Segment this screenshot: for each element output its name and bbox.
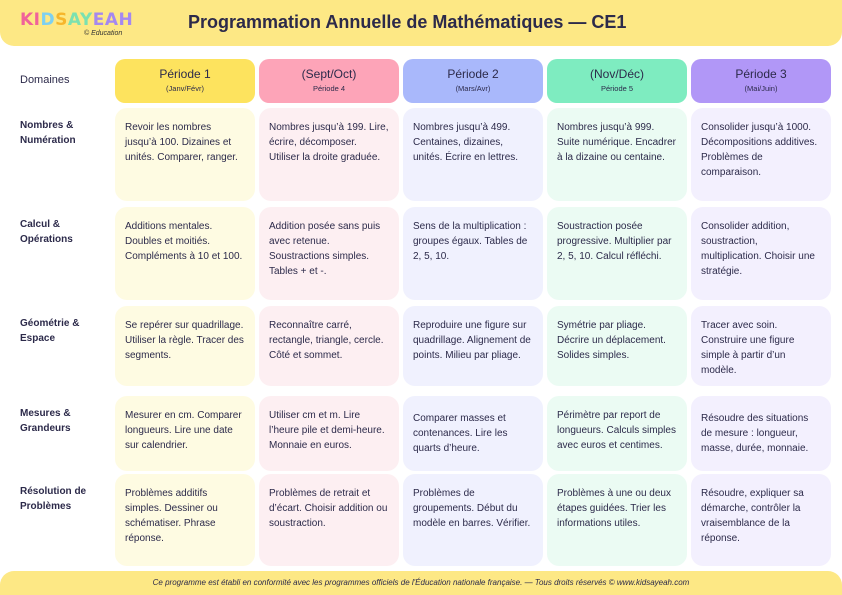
period-name: Période 1 — [159, 67, 211, 81]
cell-text: Problèmes à une ou deux étapes guidées. Trier les informations utiles. — [557, 488, 671, 529]
cell-text: Reproduire une figure sur quadrillage. Alignement de points. Milieu par pliage. — [413, 320, 531, 361]
cell-text: Addition posée sans puis avec retenue. Soustractions simples. Tables + et -. — [269, 221, 381, 277]
period-name: (Nov/Déc) — [589, 67, 644, 81]
table-cell — [259, 207, 399, 300]
table-cell — [403, 108, 543, 201]
period-months: (Mars/Avr) — [455, 84, 491, 93]
table-cell — [259, 306, 399, 386]
cell-text: Soustraction posée progressive. Multiplier par 2, 5, 10. Calcul réfléchi. — [557, 221, 672, 262]
cell-text: Problèmes additifs simples. Dessiner ou schématiser. Phrase réponse. — [125, 488, 218, 544]
brand-logo[interactable] — [20, 10, 140, 42]
period-months: (Janv/Févr) — [166, 84, 204, 93]
table-cell — [691, 207, 831, 300]
cell-text: Additions mentales. Doubles et moitiés. Compléments à 10 et 100. — [125, 221, 243, 262]
period-months: (Mai/Juin) — [744, 84, 778, 93]
table-cell — [403, 474, 543, 566]
cell-text: Problèmes de retrait et d’écart. Choisir addition ou soustraction. — [269, 488, 388, 529]
cell-text: Nombres jusqu’à 199. Lire, écrire, décomposer. Utiliser la droite graduée. — [269, 122, 389, 163]
period-header-1 — [115, 59, 255, 103]
cell-text: Se repérer sur quadrillage. Utiliser la règle. Tracer des segments. — [125, 320, 244, 361]
cell-text: Tracer avec soin. Construire une figure simple à partir d’un modèle. — [701, 320, 795, 376]
period-header-3 — [403, 59, 543, 103]
domain-label: Mesures & Grandeurs — [20, 408, 71, 434]
cell-text: Nombres jusqu’à 999. Suite numérique. Encadrer à la dizaine ou centaine. — [557, 122, 676, 163]
table-cell — [259, 396, 399, 471]
table-cell — [115, 108, 255, 201]
table-cell — [259, 108, 399, 201]
domain-label: Nombres & Numération — [20, 120, 76, 146]
table-cell — [691, 306, 831, 386]
table-cell — [547, 396, 687, 471]
table-cell — [259, 474, 399, 566]
cell-text: Problèmes de groupements. Début du modèle en barres. Vérifier. — [413, 488, 531, 529]
domain-label: Géométrie & Espace — [20, 318, 80, 344]
logo-wordmark: KIDSAYEAH — [20, 10, 134, 30]
domain-label: Calcul & Opérations — [20, 219, 73, 245]
table-cell — [547, 207, 687, 300]
cell-text: Résoudre, expliquer sa démarche, contrôler la vraisemblance de la réponse. — [701, 488, 804, 544]
domains-column-header: Domaines — [20, 74, 70, 86]
cell-text: Utiliser cm et m. Lire l’heure pile et demi-heure. Monnaie en euros. — [269, 410, 385, 451]
period-header-5 — [691, 59, 831, 103]
table-cell — [691, 474, 831, 566]
period-name: Période 2 — [447, 67, 499, 81]
table-cell — [115, 306, 255, 386]
table-cell — [547, 306, 687, 386]
period-name: Période 3 — [735, 67, 787, 81]
footer-text: Ce programme est établi en conformité avec les programmes officiels de l'Éducation nationale française. — Tous droits réservés © www.kidsayeah.com — [152, 578, 690, 587]
table-cell — [115, 207, 255, 300]
domain-label: Résolution de Problèmes — [20, 486, 87, 512]
table-cell — [691, 108, 831, 201]
period-months: Période 5 — [600, 84, 634, 93]
cell-text: Symétrie par pliage. Décrire un déplacement. Solides simples. — [557, 320, 666, 361]
header-bar — [0, 0, 842, 46]
cell-text: Consolider addition, soustraction, multiplication. Choisir une stratégie. — [701, 221, 815, 277]
period-header-2 — [259, 59, 399, 103]
period-header-4 — [547, 59, 687, 103]
table-cell — [115, 474, 255, 566]
table-cell — [115, 396, 255, 471]
footer-bar — [0, 571, 842, 595]
logo-subtitle: © Education — [84, 30, 123, 37]
cell-text: Consolider jusqu’à 1000. Décompositions additives. Problèmes de comparaison. — [701, 122, 818, 178]
table-cell — [403, 396, 543, 471]
cell-text: Périmètre par report de longueurs. Calculs simples avec euros et centimes. — [557, 410, 676, 451]
table-cell — [547, 474, 687, 566]
cell-text: Sens de la multiplication : groupes égaux. Tables de 2, 5, 10. — [413, 221, 528, 262]
period-name: (Sept/Oct) — [301, 67, 357, 81]
table-cell — [547, 108, 687, 201]
cell-text: Mesurer en cm. Comparer longueurs. Lire une date sur calendrier. — [125, 410, 242, 451]
period-months: Période 4 — [312, 84, 346, 93]
table-cell — [403, 306, 543, 386]
cell-text: Nombres jusqu’à 499. Centaines, dizaines, unités. Écrire en lettres. — [413, 122, 519, 163]
cell-text: Résoudre des situations de mesure : longueur, masse, durée, monnaie. — [701, 413, 809, 454]
cell-text: Comparer masses et contenances. Lire les quarts d’heure. — [413, 413, 508, 454]
cell-text: Revoir les nombres jusqu’à 100. Dizaines et unités. Comparer, ranger. — [125, 122, 238, 163]
cell-text: Reconnaître carré, rectangle, triangle, cercle. Côté et sommet. — [269, 320, 384, 361]
table-cell — [691, 396, 831, 471]
table-cell — [403, 207, 543, 300]
page-title: Programmation Annuelle de Mathématiques — CE1 — [188, 12, 627, 32]
